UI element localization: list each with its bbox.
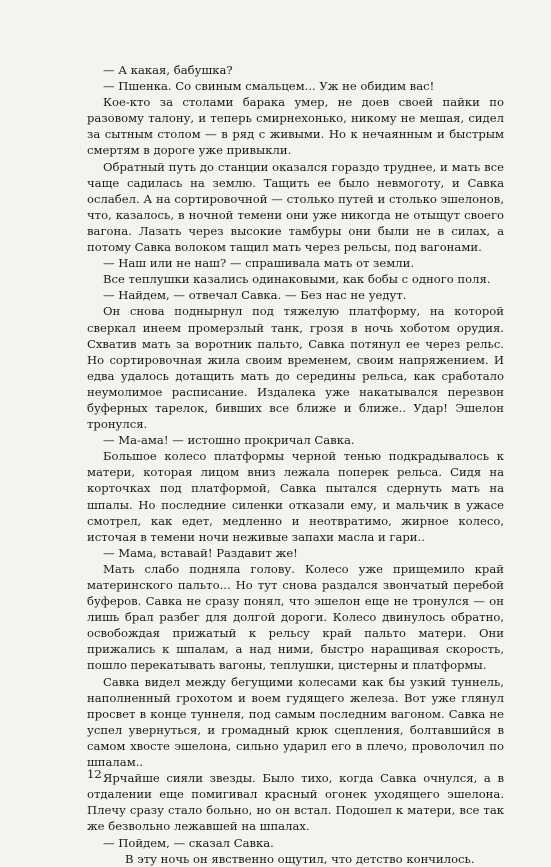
paragraph: Обратный путь до станции оказался гораздо труднее, и мать все чаще садилась на землю. Тащить ее было невмоготу, и Савка ослабел. А на сортировочной — столько путей и столько эшелонов, что, казалось, в ночной темени они уже никогда не отыщут своего вагона. Лазать через высокие тамбуры они были не в силах, а потому Савка волоком тащил мать через рельсы, под вагонами. [87, 159, 504, 255]
paragraph: Ярчайше сияли звезды. Было тихо, когда Савка очнулся, а в отдалении еще помигивал красный огонек уходящего эшелона. Плечу сразу стало больно, но он встал. Подошел к матери, все так же безвольно лежавшей на шпалах. [87, 771, 504, 834]
paragraph: Он снова поднырнул под тяжелую платформу, на которой сверкал инеем промерзлый танк, грозя в ночь хоботом орудия. Схватив мать за воротник пальто, Савка потянул ее через рельс. Но сортировочная жила своим временем, своим напряжением. И едва удалось дотащить мать до середины рельса, как сработало неумолимое расписание. Издалека уже накатывался перезвон буферных тарелок, бивших все ближе и ближе.. Удар! Эшелон тронулся. [87, 304, 504, 432]
paragraph: — Пшенка. Со свиным смальцем... Уж не обидим вас! [103, 79, 435, 94]
paragraph: Все теплушки казались одинаковыми, как бобы с одного поля. [103, 272, 491, 287]
paragraph: — Пойдем, — сказал Савка. [103, 835, 274, 850]
paragraph: — Найдем, — отвечал Савка. — Без нас не уедут. [103, 288, 407, 303]
paragraph: — А какая, бабушка? [103, 63, 233, 77]
paragraph: Большое колесо платформы черной тенью подкрадывалось к матери, которая лицом вниз лежала поперек рельса. Сидя на корточках под платформой, Савка пытался сдернуть мать на шпалы. Но последние силенки отказали ему, и мальчик в ужасе смотрел, как едет, медленно и неотвратимо, жирное колесо, источая в темени ночи неживые запахи масла и гари.. [87, 449, 504, 544]
paragraph: Савка видел между бегущими колесами как бы узкий туннель, наполненный грохотом и воем гудящего железа. Вот уже глянул просвет в конце туннеля, под самым последним вагоном. Савка не успел увернуться, и громадный крюк сцепления, болтавшийся в самом хвосте эшелона, сильно ударил его в плечо, проволочил по шпалам.. [87, 674, 504, 770]
paragraph: Кое-кто за столами барака умер, не доев своей пайки по разовому талону, и теперь смирнехонько, никому не мешая, сидел за сытным столом — в ряд с живыми. Но к нечаянным и быстрым смертям в дороге уже привыкли. [87, 95, 504, 158]
paragraph: Мать слабо подняла голову. Колесо уже прищемило край материнского пальто... Но тут снова раздался звончатый перебой буферов. Савка не сразу понял, что эшелон еще не тронулся — он лишь брал разбег для долгой дороги. Колесо двинулось обратно, освобождая прижатый к рельсу край пальто матери. Они прижались к шпалам, а над ними, быстро наращивая скорость, пошло перекатывать вагоны, теплушки, цистерны и платформы. [87, 561, 504, 673]
page-number: 12 [87, 767, 102, 781]
paragraph: В эту ночь он явственно ощутил, что детство кончилось. [125, 851, 475, 866]
paragraph: — Наш или не наш? — спрашивала мать от земли. [103, 256, 415, 271]
paragraph: — Мама, вставай! Раздавит же! [103, 545, 298, 560]
body-text [87, 62, 504, 867]
paragraph: — Ма-ама! — истошно прокричал Савка. [103, 433, 355, 448]
